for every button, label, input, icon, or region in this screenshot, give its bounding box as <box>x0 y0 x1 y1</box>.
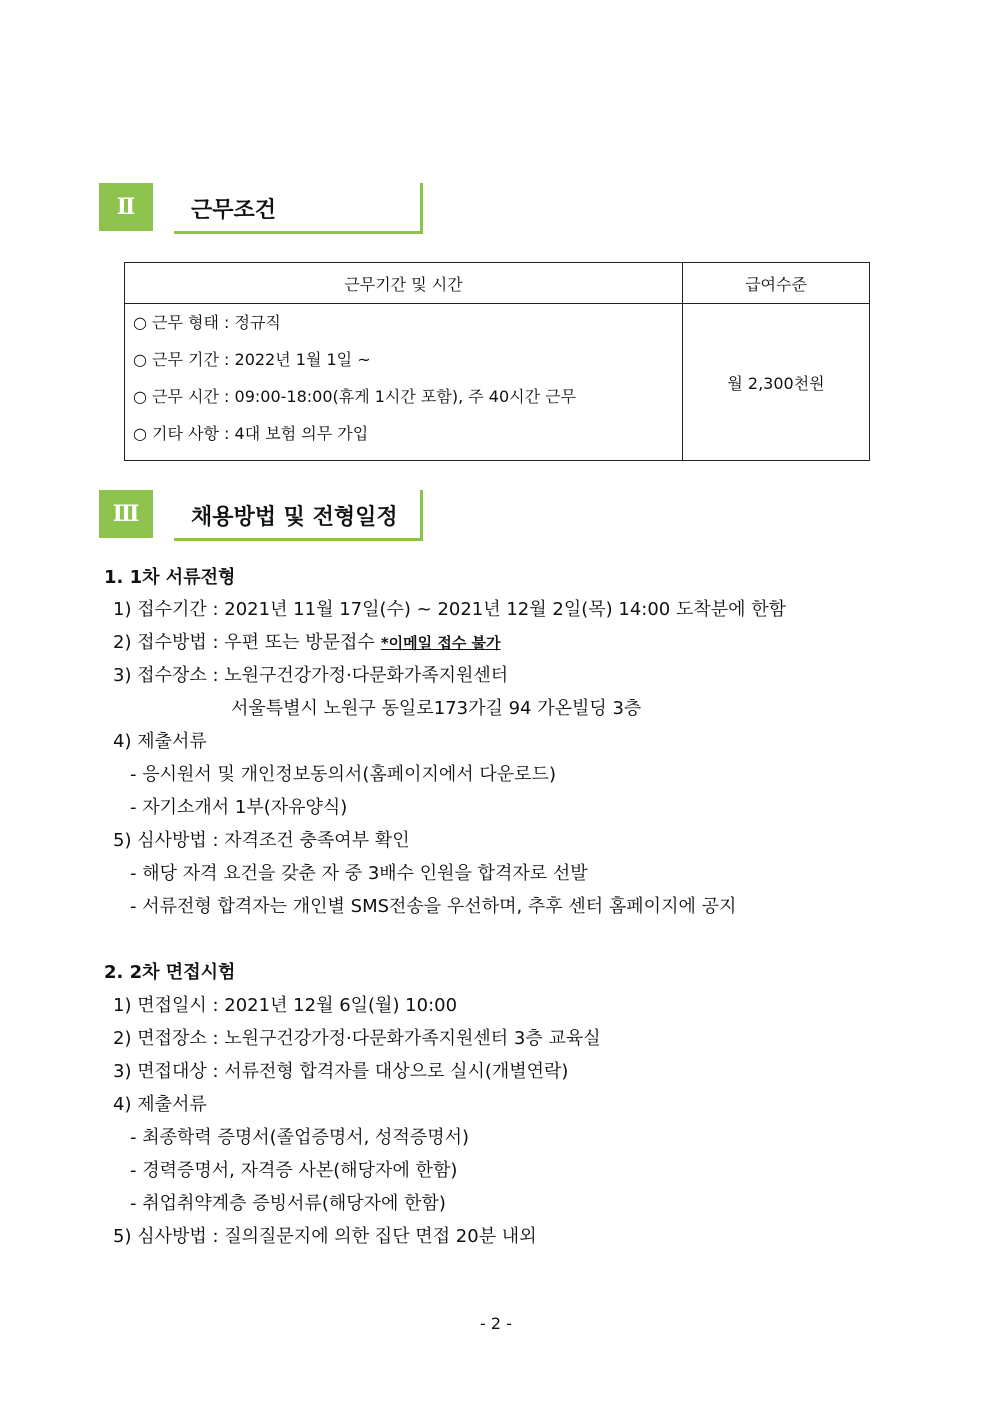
section-3-number: Ⅲ <box>99 490 153 538</box>
stage-2-heading: 2. 2차 면접시험 <box>104 962 236 983</box>
condition-period: ○ 근무 기간 : 2022년 1월 1일 ~ <box>133 350 371 369</box>
stage-1-period: 1) 접수기간 : 2021년 11월 17일(수) ~ 2021년 12월 2일(목) 14:00 도착분에 한함 <box>113 599 787 620</box>
salary-cell: 월 2,300천원 <box>683 304 870 461</box>
stage-1-place-address: 서울특별시 노원구 동일로173가길 94 가온빌딩 3층 <box>231 698 642 719</box>
stage-1-review-1: - 해당 자격 요건을 갖춘 자 중 3배수 인원을 합격자로 선발 <box>130 863 588 884</box>
section-2-header <box>99 183 424 235</box>
stage-2-doc-2: - 경력증명서, 자격증 사본(해당자에 한함) <box>130 1160 458 1181</box>
stage-2-doc-1: - 최종학력 증명서(졸업증명서, 성적증명서) <box>130 1127 470 1148</box>
condition-hours: ○ 근무 시간 : 09:00-18:00(휴게 1시간 포함), 주 40시간 근무 <box>133 387 577 406</box>
stage-2-target: 3) 면접대상 : 서류전형 합격자를 대상으로 실시(개별연락) <box>113 1061 569 1082</box>
section-2-title: 근무조건 <box>191 198 277 223</box>
stage-1-place: 3) 접수장소 : 노원구건강가정·다문화가족지원센터 <box>113 665 509 686</box>
stage-1-documents: 4) 제출서류 <box>113 731 207 752</box>
salary-header: 급여수준 <box>683 263 870 304</box>
stage-1-method-text: 2) 접수방법 : 우편 또는 방문접수 <box>113 632 375 653</box>
stage-1-heading: 1. 1차 서류전형 <box>104 567 236 588</box>
stage-1-doc-2: - 자기소개서 1부(자유양식) <box>130 797 348 818</box>
work-conditions-table <box>124 262 870 461</box>
stage-2-place: 2) 면접장소 : 노원구건강가정·다문화가족지원센터 3층 교육실 <box>113 1028 601 1049</box>
stage-2-doc-3: - 취업취약계층 증빙서류(해당자에 한함) <box>130 1193 446 1214</box>
stage-2-review: 5) 심사방법 : 질의질문지에 의한 집단 면접 20분 내외 <box>113 1226 537 1247</box>
section-2-title-box <box>174 183 423 234</box>
period-time-header: 근무기간 및 시간 <box>125 263 683 304</box>
section-2-number: Ⅱ <box>99 183 153 231</box>
section-3-title-box <box>174 490 423 541</box>
stage-1-review-2: - 서류전형 합격자는 개인별 SMS전송을 우선하며, 추후 센터 홈페이지에 공지 <box>130 896 737 917</box>
section-3-header <box>99 490 424 542</box>
stage-1-method <box>113 631 501 655</box>
stage-2-date: 1) 면접일시 : 2021년 12월 6일(월) 10:00 <box>113 995 458 1016</box>
condition-type: ○ 근무 형태 : 정규직 <box>133 313 281 332</box>
email-not-accepted-note: *이메일 접수 불가 <box>380 634 501 652</box>
section-3-title: 채용방법 및 전형일정 <box>191 505 398 530</box>
condition-etc: ○ 기타 사항 : 4대 보험 의무 가입 <box>133 424 369 443</box>
conditions-cell <box>125 304 683 461</box>
stage-1-review: 5) 심사방법 : 자격조건 충족여부 확인 <box>113 830 410 851</box>
stage-2-documents: 4) 제출서류 <box>113 1094 207 1115</box>
stage-1-doc-1: - 응시원서 및 개인정보동의서(홈페이지에서 다운로드) <box>130 764 556 785</box>
page-number: - 2 - <box>480 1314 512 1333</box>
